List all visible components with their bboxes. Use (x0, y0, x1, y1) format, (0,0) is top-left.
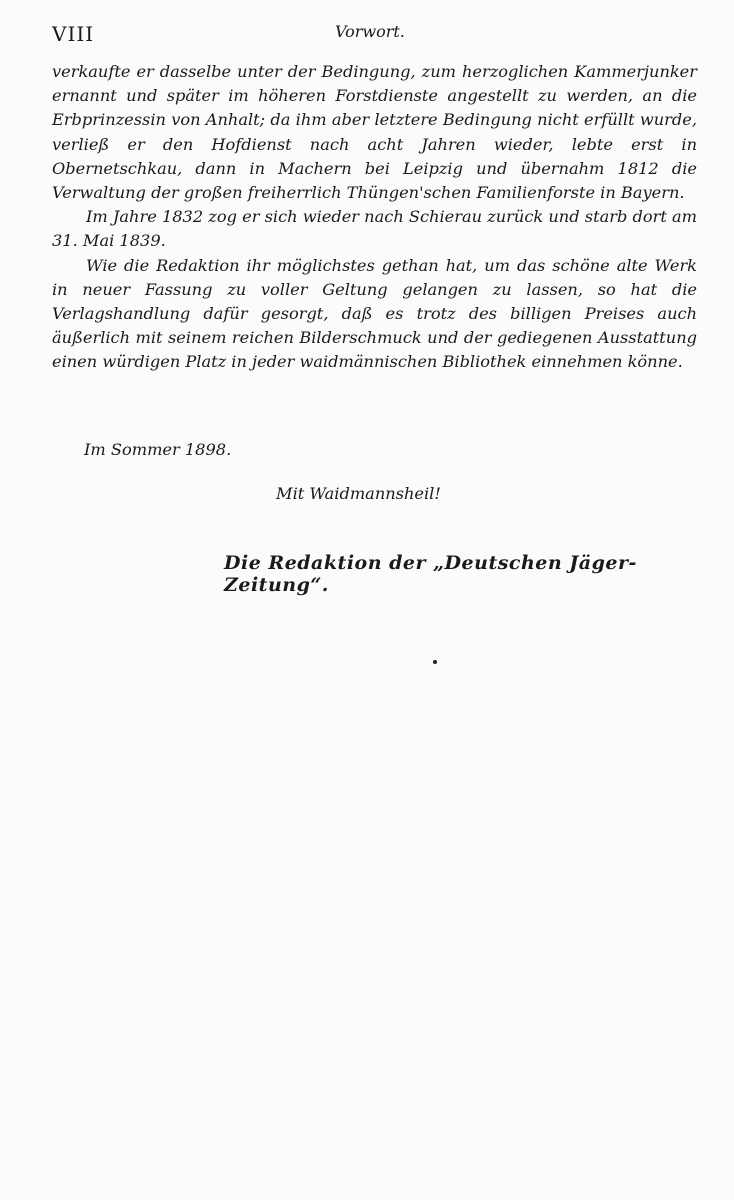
ink-speck (433, 660, 437, 664)
signature: Die Redaktion der „Deutschen Jäger-Zeitung“. (224, 552, 637, 596)
running-head: Vorwort. (335, 22, 405, 41)
closing-date: Im Sommer 1898. (84, 440, 232, 459)
closing-greeting: Mit Waidmannsheil! (276, 484, 441, 503)
paragraph-3: Wie die Redaktion ihr möglichstes gethan hat, um das schöne alte Werk in neuer Fassung zu voller Geltung gelangen zu lassen, so hat die Verlagshandlung dafür gesorgt, daß es trotz des billigen Preises auch äußerlich mit seinem reichen Bilderschmuck und der gediegenen Ausstattung einen würdigen Platz in jeder waidmännischen Bibliothek einnehmen könne. (52, 255, 697, 372)
paragraph-2: Im Jahre 1832 zog er sich wieder nach Schierau zurück und starb dort am 31. Mai 1839. (52, 207, 697, 251)
paragraph-1: verkaufte er dasselbe unter der Bedingung, zum herzoglichen Kammerjunker ernannt und später im höheren Forstdienste angestellt zu werden, an die Erbprinzessin von Anhalt; da ihm aber letztere Bedingung nicht erfüllt wurde, verließ er den Hofdienst nach acht Jahren wieder, lebte erst in Obernetschkau, dann in Machern bei Leipzig und übernahm 1812 die Verwaltung der großen freiherrlich Thüngen'schen Familienforste in Bayern. (52, 62, 697, 203)
page-number: VIII (52, 22, 95, 46)
body-text (52, 60, 697, 375)
